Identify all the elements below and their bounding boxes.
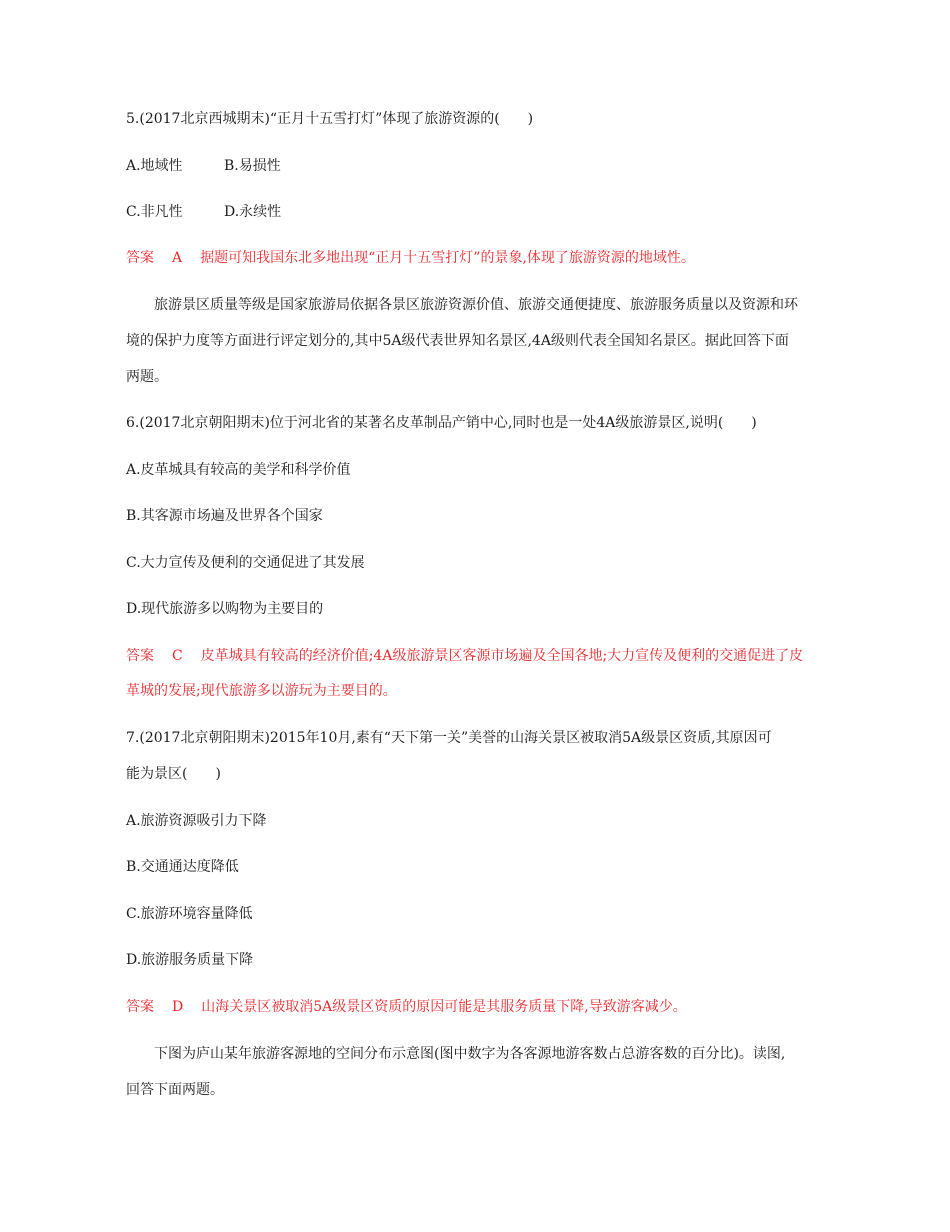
q7-stem-line2: 能为景区( ) bbox=[126, 766, 221, 782]
q6-answer-label: 答案 bbox=[126, 648, 154, 664]
q6-answer-text-line1: 皮革城具有较高的经济价值;4A级旅游景区客源市场遍及全国各地;大力宣传及便利的交通促进了皮 bbox=[200, 648, 804, 664]
q7-answer-letter: D bbox=[172, 999, 184, 1015]
q5-answer-letter: A bbox=[172, 250, 183, 266]
q5-stem: 5.(2017北京西城期末)“正月十五雪打灯”体现了旅游资源的( ) bbox=[126, 111, 534, 127]
passage1-line1: 旅游景区质量等级是国家旅游局依据各景区旅游资源价值、旅游交通便捷度、旅游服务质量以及资源和环 bbox=[154, 297, 798, 313]
q5-option-c: C.非凡性 bbox=[126, 204, 183, 220]
q7-option-a: A.旅游资源吸引力下降 bbox=[126, 813, 267, 829]
q5-answer-text: 据题可知我国东北多地出现“正月十五雪打灯”的景象,体现了旅游资源的地域性。 bbox=[200, 250, 695, 266]
q6-answer-letter: C bbox=[172, 648, 183, 664]
q6-option-d: D.现代旅游多以购物为主要目的 bbox=[126, 601, 324, 617]
q5-option-d: D.永续性 bbox=[224, 204, 282, 220]
q6-answer-line1 bbox=[126, 646, 826, 666]
passage1-line3: 两题。 bbox=[126, 369, 168, 385]
q5-options-row2 bbox=[126, 202, 826, 222]
q6-answer-line2: 革城的发展;现代旅游多以游玩为主要目的。 bbox=[126, 683, 397, 699]
q7-answer-text: 山海关景区被取消5A级景区资质的原因可能是其服务质量下降,导致游客减少。 bbox=[201, 999, 687, 1015]
passage2-line1: 下图为庐山某年旅游客源地的空间分布示意图(图中数字为各客源地游客数占总游客数的百分比)。读图, bbox=[154, 1046, 786, 1062]
q6-option-c: C.大力宣传及便利的交通促进了其发展 bbox=[126, 555, 365, 571]
q5-answer bbox=[126, 248, 826, 268]
q7-option-c: C.旅游环境容量降低 bbox=[126, 906, 253, 922]
q7-answer-label: 答案 bbox=[126, 999, 154, 1015]
q6-stem: 6.(2017北京朝阳期末)位于河北省的某著名皮革制品产销中心,同时也是一处4A级旅游景区,说明( ) bbox=[126, 415, 757, 431]
q5-answer-label: 答案 bbox=[126, 250, 154, 266]
q7-stem-line1: 7.(2017北京朝阳期末)2015年10月,素有“天下第一关”美誉的山海关景区被取消5A级景区资质,其原因可 bbox=[126, 730, 772, 746]
q5-option-a: A.地域性 bbox=[126, 158, 183, 174]
passage2-line2: 回答下面两题。 bbox=[126, 1082, 224, 1098]
q6-option-a: A.皮革城具有较高的美学和科学价值 bbox=[126, 462, 351, 478]
q5-options-row1 bbox=[126, 156, 826, 176]
q7-option-b: B.交通通达度降低 bbox=[126, 859, 239, 875]
q7-answer bbox=[126, 997, 826, 1017]
q7-option-d: D.旅游服务质量下降 bbox=[126, 952, 254, 968]
q6-option-b: B.其客源市场遍及世界各个国家 bbox=[126, 508, 323, 524]
q5-option-b: B.易损性 bbox=[224, 158, 281, 174]
passage1-line2: 境的保护力度等方面进行评定划分的,其中5A级代表世界知名景区,4A级则代表全国知名景区。据此回答下面 bbox=[126, 333, 789, 349]
